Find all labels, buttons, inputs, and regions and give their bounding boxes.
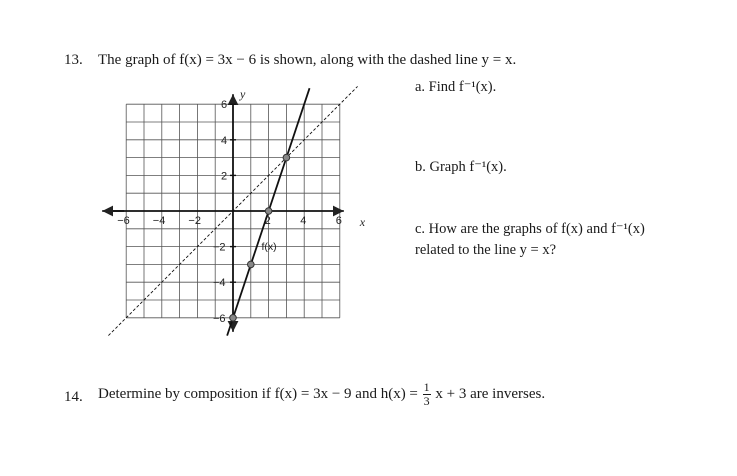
y-tick-label: 2 [221, 170, 228, 183]
data-point [248, 261, 255, 268]
q14-number: 14. [64, 389, 83, 405]
y-tick-label: −4 [213, 277, 226, 290]
x-axis-label: x [359, 215, 365, 229]
x-tick-label: 2 [264, 215, 271, 227]
annotations [261, 241, 276, 253]
x-tick-label: 6 [335, 215, 342, 227]
data-point [230, 315, 237, 322]
y-tick-label: −2 [213, 241, 226, 254]
q14-text-before: Determine by composition if f(x) = 3x − 9 and h(x) = [98, 386, 418, 402]
q14-frac-numerator: 1 [423, 380, 430, 395]
q13-part-a: a. Find f⁻¹(x). [415, 79, 497, 95]
x-tick-label: 4 [300, 215, 307, 227]
q13-number: 13. [64, 52, 83, 68]
x-tick-label: −6 [117, 215, 130, 227]
y-axis-label: y [240, 87, 246, 102]
q13-part-b: b. Graph f⁻¹(x). [415, 159, 507, 175]
q13-part-c-line1: c. How are the graphs of f(x) and f⁻¹(x) [415, 221, 645, 237]
data-point [283, 154, 290, 161]
q13-part-c-line2: related to the line y = x? [415, 242, 557, 258]
data-point [265, 208, 272, 215]
annotation-f-of-x: f(x) [261, 241, 277, 254]
y-tick-label: 6 [221, 99, 228, 112]
y-tick-label: 4 [221, 134, 228, 147]
q14-text-after: x + 3 are inverses. [435, 386, 546, 402]
x-tick-label: −2 [188, 215, 201, 227]
q14-frac-denominator: 3 [423, 394, 430, 409]
q14-prompt [98, 378, 545, 410]
q14-fraction [423, 381, 431, 408]
graph-f-of-x [93, 72, 365, 344]
q13-prompt: The graph of f(x) = 3x − 6 is shown, along with the dashed line y = x. [98, 52, 517, 68]
y-tick-label: −6 [213, 312, 226, 325]
axes [102, 94, 344, 332]
x-tick-label: −4 [152, 215, 166, 227]
